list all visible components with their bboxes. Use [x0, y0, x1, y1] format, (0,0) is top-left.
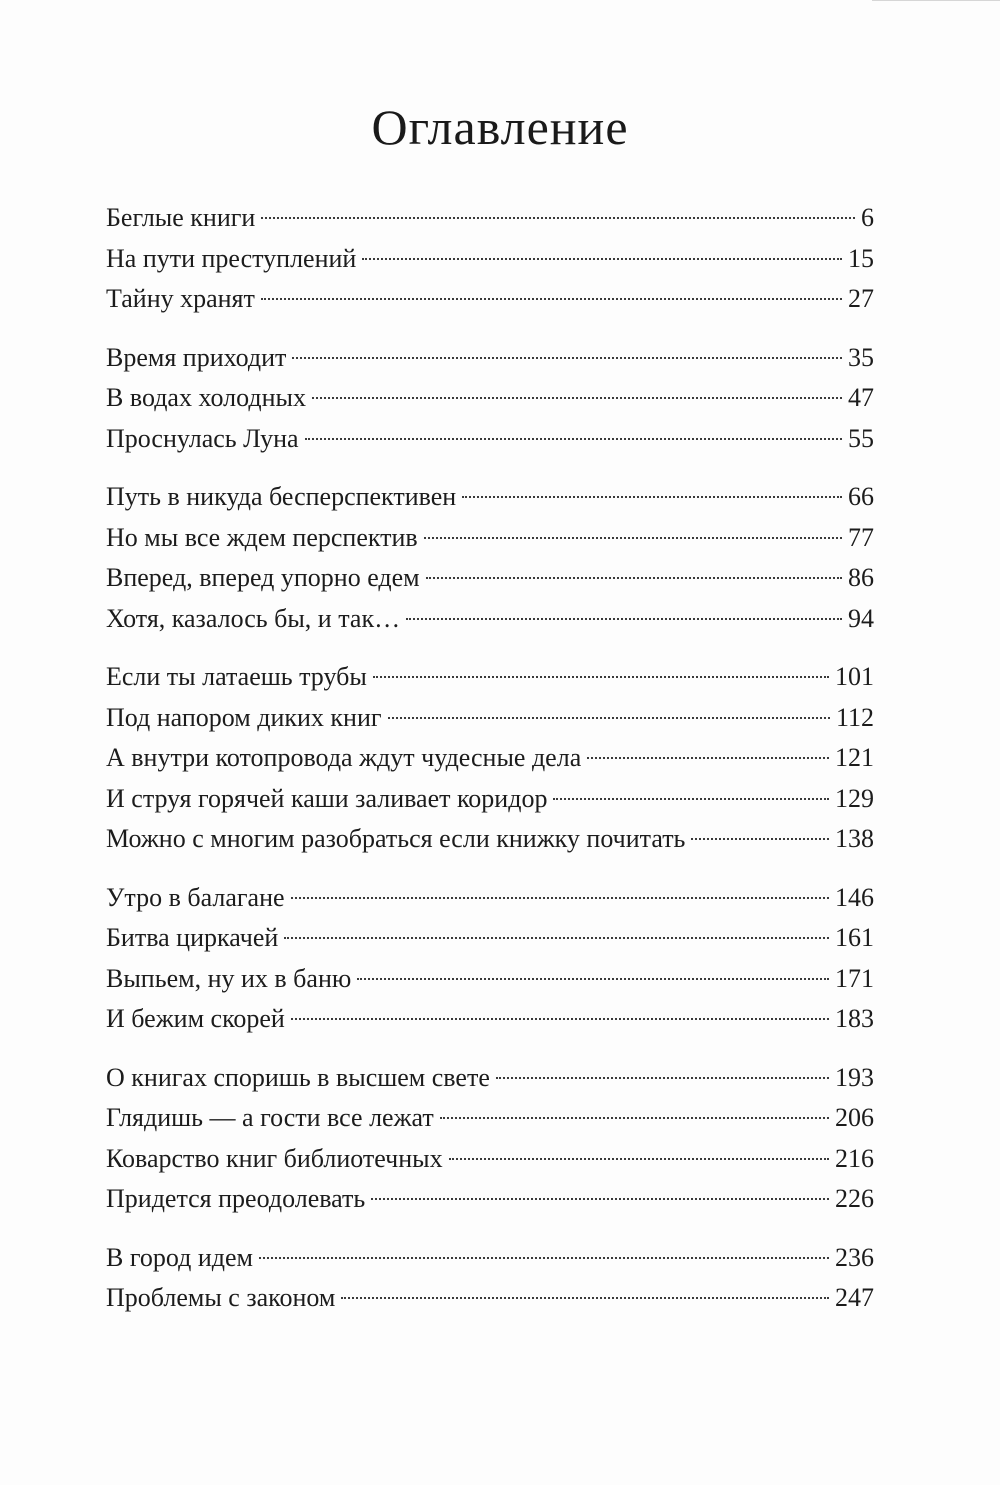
toc-entry-page-number: 35: [848, 342, 874, 372]
toc-entry-title: О книгах споришь в высшем свете: [106, 1062, 490, 1092]
dot-leader: [424, 537, 842, 539]
toc-section: [106, 198, 874, 320]
toc-entry-title: Глядишь — а гости все лежат: [106, 1103, 434, 1132]
toc-entry-page-number: 171: [835, 963, 874, 993]
dot-leader: [291, 897, 829, 899]
toc-entry[interactable]: [106, 518, 874, 559]
toc-section: [106, 338, 874, 460]
toc-entry[interactable]: [106, 779, 874, 820]
toc-section: [106, 477, 874, 639]
toc-entry[interactable]: [106, 657, 874, 698]
toc-entry[interactable]: [106, 378, 874, 419]
toc-entry[interactable]: [106, 1278, 874, 1319]
toc-entry-page-number: 15: [848, 243, 874, 273]
dot-leader: [312, 397, 842, 399]
dot-leader: [284, 937, 829, 939]
toc-entry-page-number: 55: [848, 423, 874, 453]
toc-entry-title: Можно с многим разобраться если книжку почитать: [106, 824, 686, 853]
dot-leader: [449, 1158, 829, 1160]
toc-entry-page-number: 138: [835, 824, 874, 853]
dot-leader: [462, 496, 842, 498]
toc-entry[interactable]: [106, 599, 874, 640]
dot-leader: [357, 978, 829, 980]
toc-entry-title: Битва циркачей: [106, 923, 279, 952]
dot-leader: [587, 757, 829, 759]
dot-leader: [426, 577, 842, 579]
dot-leader: [292, 357, 842, 359]
toc-entry-page-number: 161: [835, 923, 874, 952]
toc-section: [106, 1058, 874, 1220]
toc-entry-page-number: 247: [835, 1283, 874, 1312]
toc-entry-page-number: 236: [835, 1242, 874, 1272]
toc-entry-page-number: 27: [848, 284, 874, 313]
toc-entry[interactable]: [106, 918, 874, 959]
dot-leader: [373, 676, 829, 678]
toc-entry-title: Вперед, вперед упорно едем: [106, 563, 420, 592]
dot-leader: [406, 618, 842, 620]
dot-leader: [553, 798, 829, 800]
toc-entry-page-number: 47: [848, 383, 874, 412]
toc-entry[interactable]: [106, 239, 874, 280]
dot-leader: [261, 217, 855, 219]
dot-leader: [305, 438, 842, 440]
dot-leader: [388, 717, 830, 719]
toc-entry-page-number: 183: [835, 1004, 874, 1033]
toc-entry-title: Беглые книги: [106, 203, 256, 232]
toc-entry[interactable]: [106, 698, 874, 739]
toc-entry-title: Выпьем, ну их в баню: [106, 963, 352, 993]
dot-leader: [261, 298, 842, 300]
toc-entry-page-number: 146: [835, 882, 874, 912]
toc-entry-title: Если ты латаешь трубы: [106, 662, 367, 691]
page-edge-rule: [872, 0, 1000, 9]
toc-entry-title: Проблемы с законом: [106, 1283, 336, 1312]
dot-leader: [259, 1257, 829, 1259]
toc-entry-page-number: 193: [835, 1062, 874, 1092]
toc-entry-title: Путь в никуда бесперспективен: [106, 482, 457, 511]
toc-entry[interactable]: [106, 1139, 874, 1180]
toc-entry[interactable]: [106, 1179, 874, 1220]
toc-entry[interactable]: [106, 738, 874, 779]
toc-section: [106, 657, 874, 860]
toc-entry-title: Хотя, казалось бы, и так…: [106, 603, 401, 633]
toc-entry[interactable]: [106, 279, 874, 320]
toc-entry[interactable]: [106, 819, 874, 860]
dot-leader: [440, 1117, 829, 1119]
toc-entry-title: Время приходит: [106, 342, 287, 372]
table-of-contents: [106, 198, 874, 1337]
toc-entry-title: Но мы все ждем перспектив: [106, 522, 418, 552]
dot-leader: [362, 258, 842, 260]
toc-entry-title: И бежим скорей: [106, 1004, 285, 1033]
toc-entry-title: Проснулась Луна: [106, 423, 299, 453]
toc-entry-title: И струя горячей каши заливает коридор: [106, 783, 548, 813]
toc-entry-page-number: 112: [835, 702, 874, 732]
toc-entry-page-number: 94: [848, 603, 874, 633]
toc-entry[interactable]: [106, 419, 874, 460]
toc-entry-title: В водах холодных: [106, 383, 306, 412]
toc-entry[interactable]: [106, 1238, 874, 1279]
toc-entry-title: Придется преодолевать: [106, 1184, 366, 1213]
toc-entry-page-number: 101: [835, 662, 874, 691]
dot-leader: [341, 1297, 829, 1299]
toc-entry-title: Коварство книг библиотечных: [106, 1143, 443, 1173]
toc-entry-title: Тайну хранят: [106, 284, 255, 313]
toc-entry-page-number: 206: [835, 1103, 874, 1132]
toc-entry-page-number: 77: [848, 522, 874, 552]
dot-leader: [371, 1198, 829, 1200]
toc-entry[interactable]: [106, 959, 874, 1000]
toc-entry[interactable]: [106, 477, 874, 518]
toc-entry-title: На пути преступлений: [106, 243, 357, 273]
toc-entry[interactable]: [106, 878, 874, 919]
toc-entry[interactable]: [106, 1098, 874, 1139]
toc-entry-page-number: 216: [835, 1143, 874, 1173]
toc-section: [106, 878, 874, 1040]
toc-entry-page-number: 121: [835, 743, 874, 772]
toc-entry[interactable]: [106, 999, 874, 1040]
toc-entry-page-number: 66: [848, 482, 874, 511]
toc-entry[interactable]: [106, 558, 874, 599]
toc-entry[interactable]: [106, 198, 874, 239]
toc-entry-title: Под напором диких книг: [106, 702, 382, 732]
dot-leader: [291, 1018, 829, 1020]
toc-section: [106, 1238, 874, 1319]
toc-entry[interactable]: [106, 1058, 874, 1099]
toc-entry-title: А внутри котопровода ждут чудесные дела: [106, 743, 582, 772]
page-title: Оглавление: [371, 99, 629, 155]
toc-entry-page-number: 86: [848, 563, 874, 592]
toc-entry-title: В город идем: [106, 1242, 253, 1272]
dot-leader: [496, 1077, 829, 1079]
dot-leader: [691, 838, 829, 840]
toc-entry-page-number: 129: [835, 783, 874, 813]
toc-entry-page-number: 6: [861, 203, 874, 232]
toc-entry-title: Утро в балагане: [106, 882, 285, 912]
toc-entry-page-number: 226: [835, 1184, 874, 1213]
toc-entry[interactable]: [106, 338, 874, 379]
